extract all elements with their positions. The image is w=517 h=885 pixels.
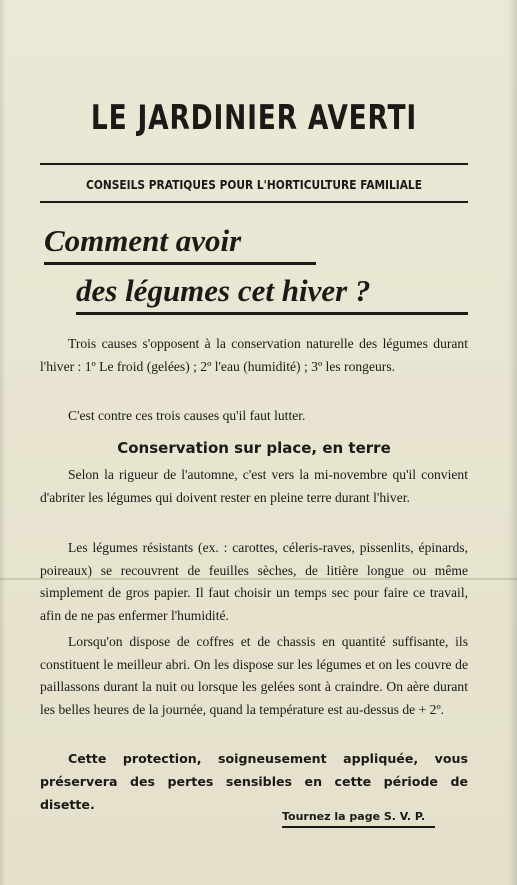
intro-conclusion: C'est contre ces trois causes qu'il faut lutter. xyxy=(68,408,306,423)
section-paragraph-1: Selon la rigueur de l'automne, c'est vers la mi-novembre qu'il convient d'abriter les légumes qui doivent rester en pleine terre durant l'hiver. xyxy=(40,467,468,505)
headline-underline-2 xyxy=(76,312,468,315)
masthead-top-rule xyxy=(40,163,468,165)
masthead-title: LE JARDINIER AVERTI xyxy=(90,98,418,138)
section-heading: Conservation sur place, en terre xyxy=(117,439,391,457)
headline-line-1: Comment avoir xyxy=(44,223,242,258)
headline-underline-1 xyxy=(44,262,316,265)
section-paragraph-3: Lorsqu'on dispose de coffres et de chassis en quantité suffisante, ils constituent le meilleur abri. On les dispose sur les légumes et on les couvre de paillassons durant la nuit ou lorsque les gelées sont à craindre. On aère durant les belles heures de la journée, quand la température est au-dessus de + 2º. xyxy=(40,634,468,717)
masthead-subtitle: CONSEILS PRATIQUES POUR L'HORTICULTURE FAMILIALE xyxy=(86,177,422,192)
masthead-bottom-rule xyxy=(40,201,468,203)
headline-line-2: des légumes cet hiver ? xyxy=(76,273,371,308)
intro-paragraph: Trois causes s'opposent à la conservation naturelle des légumes durant l'hiver : 1º Le froid (gelées) ; 2º l'eau (humidité) ; 3º les rongeurs. xyxy=(40,336,468,374)
section-paragraph-2: Les légumes résistants (ex. : carottes, céleris-raves, pissenlits, épinards, poireaux) se recouvrent de feuilles sèches, de litière longue ou même simplement de gros papier. Il faut choisir un temps sec pour faire ce travail, afin de ne pas enfermer l'humidité. xyxy=(40,540,468,623)
closing-statement: Cette protection, soigneusement appliquée, vous préservera des pertes sensibles en cette période de disette. xyxy=(40,751,468,812)
turn-page-note: Tournez la page S. V. P. xyxy=(282,810,426,823)
turn-page-underline xyxy=(282,826,435,828)
